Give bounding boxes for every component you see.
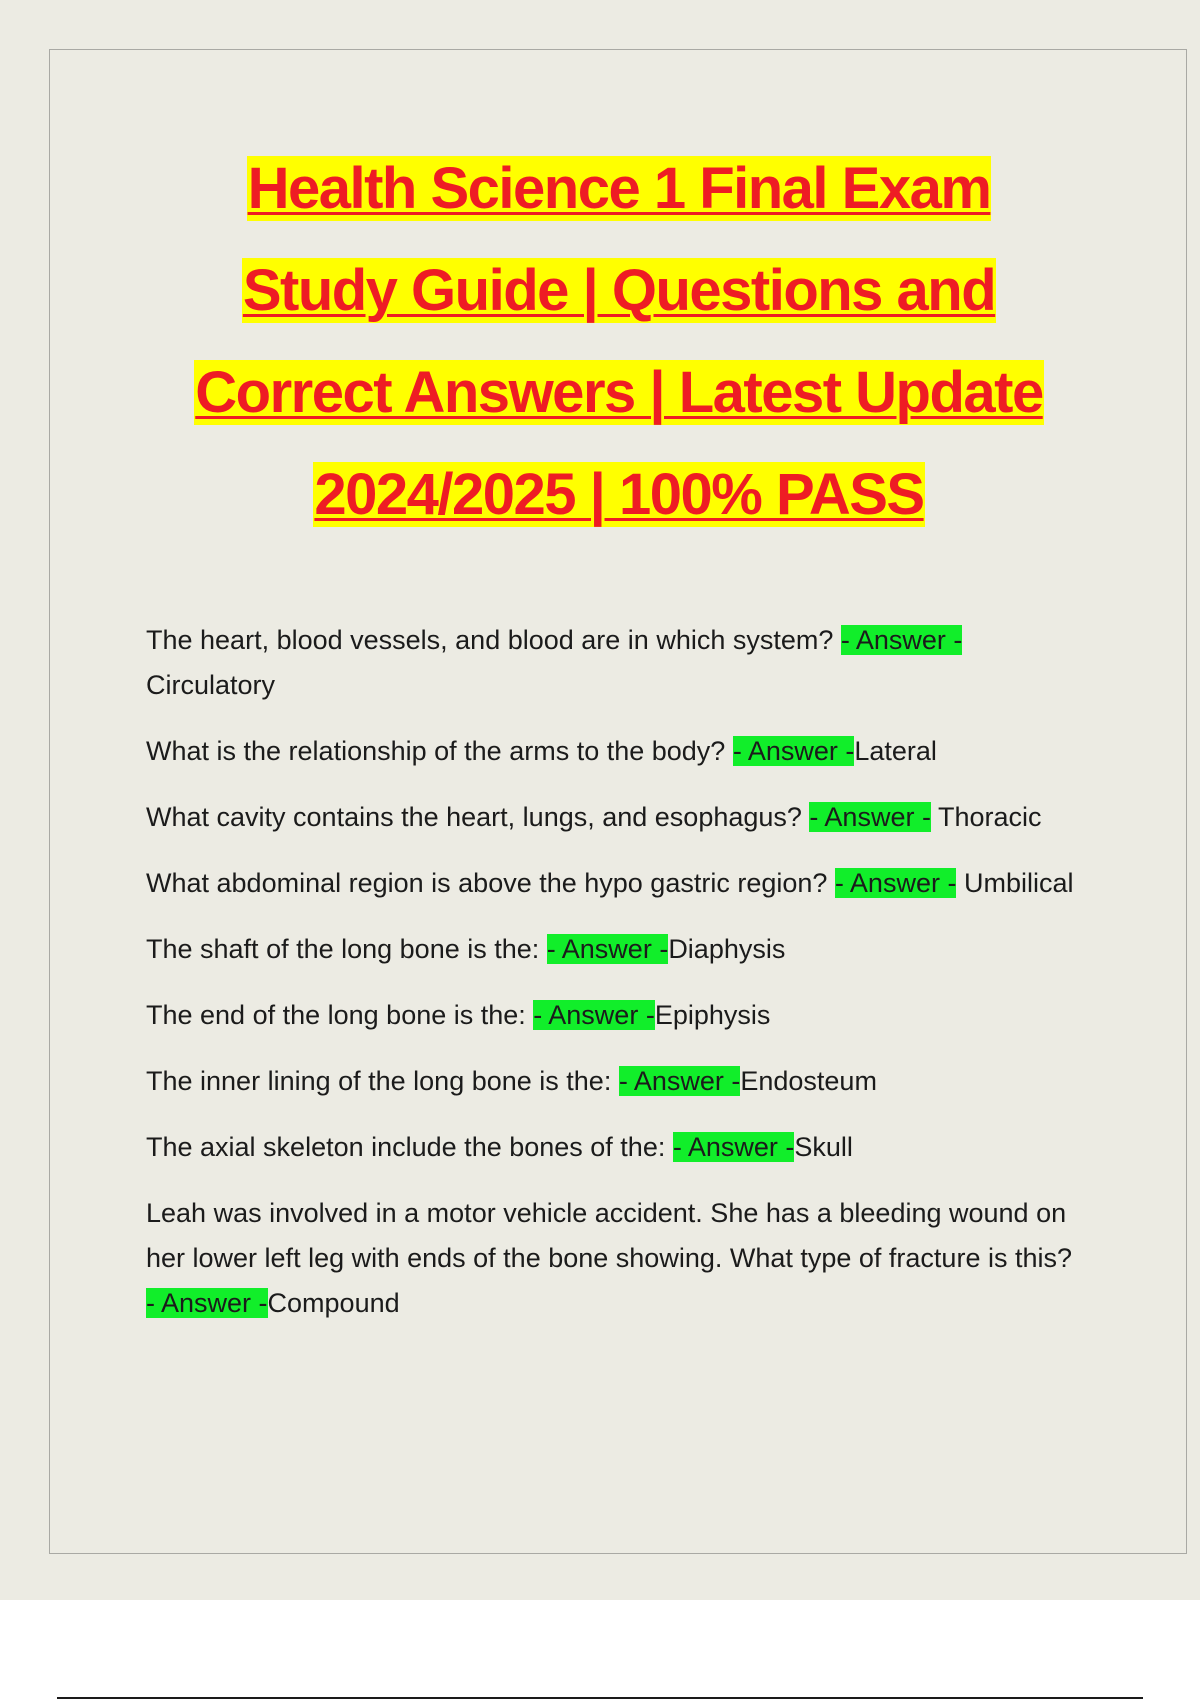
answer-marker: - Answer - xyxy=(809,802,931,832)
question-text: The axial skeleton include the bones of the: xyxy=(146,1132,673,1162)
answer-marker: - Answer - xyxy=(146,1288,268,1318)
answer-text: Umbilical xyxy=(963,868,1074,898)
answer-text: Diaphysis xyxy=(668,934,786,964)
question-text: The shaft of the long bone is the: xyxy=(146,934,547,964)
bottom-divider xyxy=(57,1697,1143,1699)
answer-marker: - Answer - xyxy=(732,736,855,766)
qa-item xyxy=(146,927,1086,972)
question-text: What cavity contains the heart, lungs, and esophagus? xyxy=(146,802,810,832)
answer-text: Skull xyxy=(794,1132,853,1162)
qa-item xyxy=(146,1125,1086,1170)
title-line-2: Study Guide | Questions and xyxy=(242,258,996,323)
qa-item xyxy=(146,618,1086,708)
qa-item xyxy=(146,1059,1086,1104)
question-text: Leah was involved in a motor vehicle accident. She has a bleeding wound on her lower left leg with ends of the bone showing. What type of fracture is this? xyxy=(146,1198,1072,1273)
qa-list xyxy=(146,618,1086,1347)
answer-text: Thoracic xyxy=(937,802,1042,832)
answer-text: Lateral xyxy=(854,736,937,766)
answer-marker: - Answer - xyxy=(834,868,957,898)
title-line-4: 2024/2025 | 100% PASS xyxy=(314,462,924,527)
answer-text: Circulatory xyxy=(146,670,276,700)
qa-item xyxy=(146,795,1086,840)
title-line-3: Correct Answers | Latest Update xyxy=(195,360,1043,425)
qa-item xyxy=(146,729,1086,774)
answer-marker: - Answer - xyxy=(533,1000,655,1030)
answer-text: Compound xyxy=(267,1288,400,1318)
answer-marker: - Answer - xyxy=(618,1066,741,1096)
question-text: The heart, blood vessels, and blood are in which system? xyxy=(146,625,841,655)
question-text: The end of the long bone is the: xyxy=(146,1000,534,1030)
qa-item xyxy=(146,861,1086,906)
qa-item xyxy=(146,993,1086,1038)
title-line-1: Health Science 1 Final Exam xyxy=(247,156,991,221)
question-text: The inner lining of the long bone is the: xyxy=(146,1066,619,1096)
answer-marker: - Answer - xyxy=(546,934,669,964)
question-text: What is the relationship of the arms to the body? xyxy=(146,736,733,766)
answer-marker: - Answer - xyxy=(672,1132,795,1162)
document-title xyxy=(100,138,1138,546)
answer-marker: - Answer - xyxy=(840,625,963,655)
answer-text: Endosteum xyxy=(740,1066,877,1096)
answer-text: Epiphysis xyxy=(654,1000,771,1030)
question-text: What abdominal region is above the hypo gastric region? xyxy=(146,868,835,898)
qa-item xyxy=(146,1191,1086,1326)
